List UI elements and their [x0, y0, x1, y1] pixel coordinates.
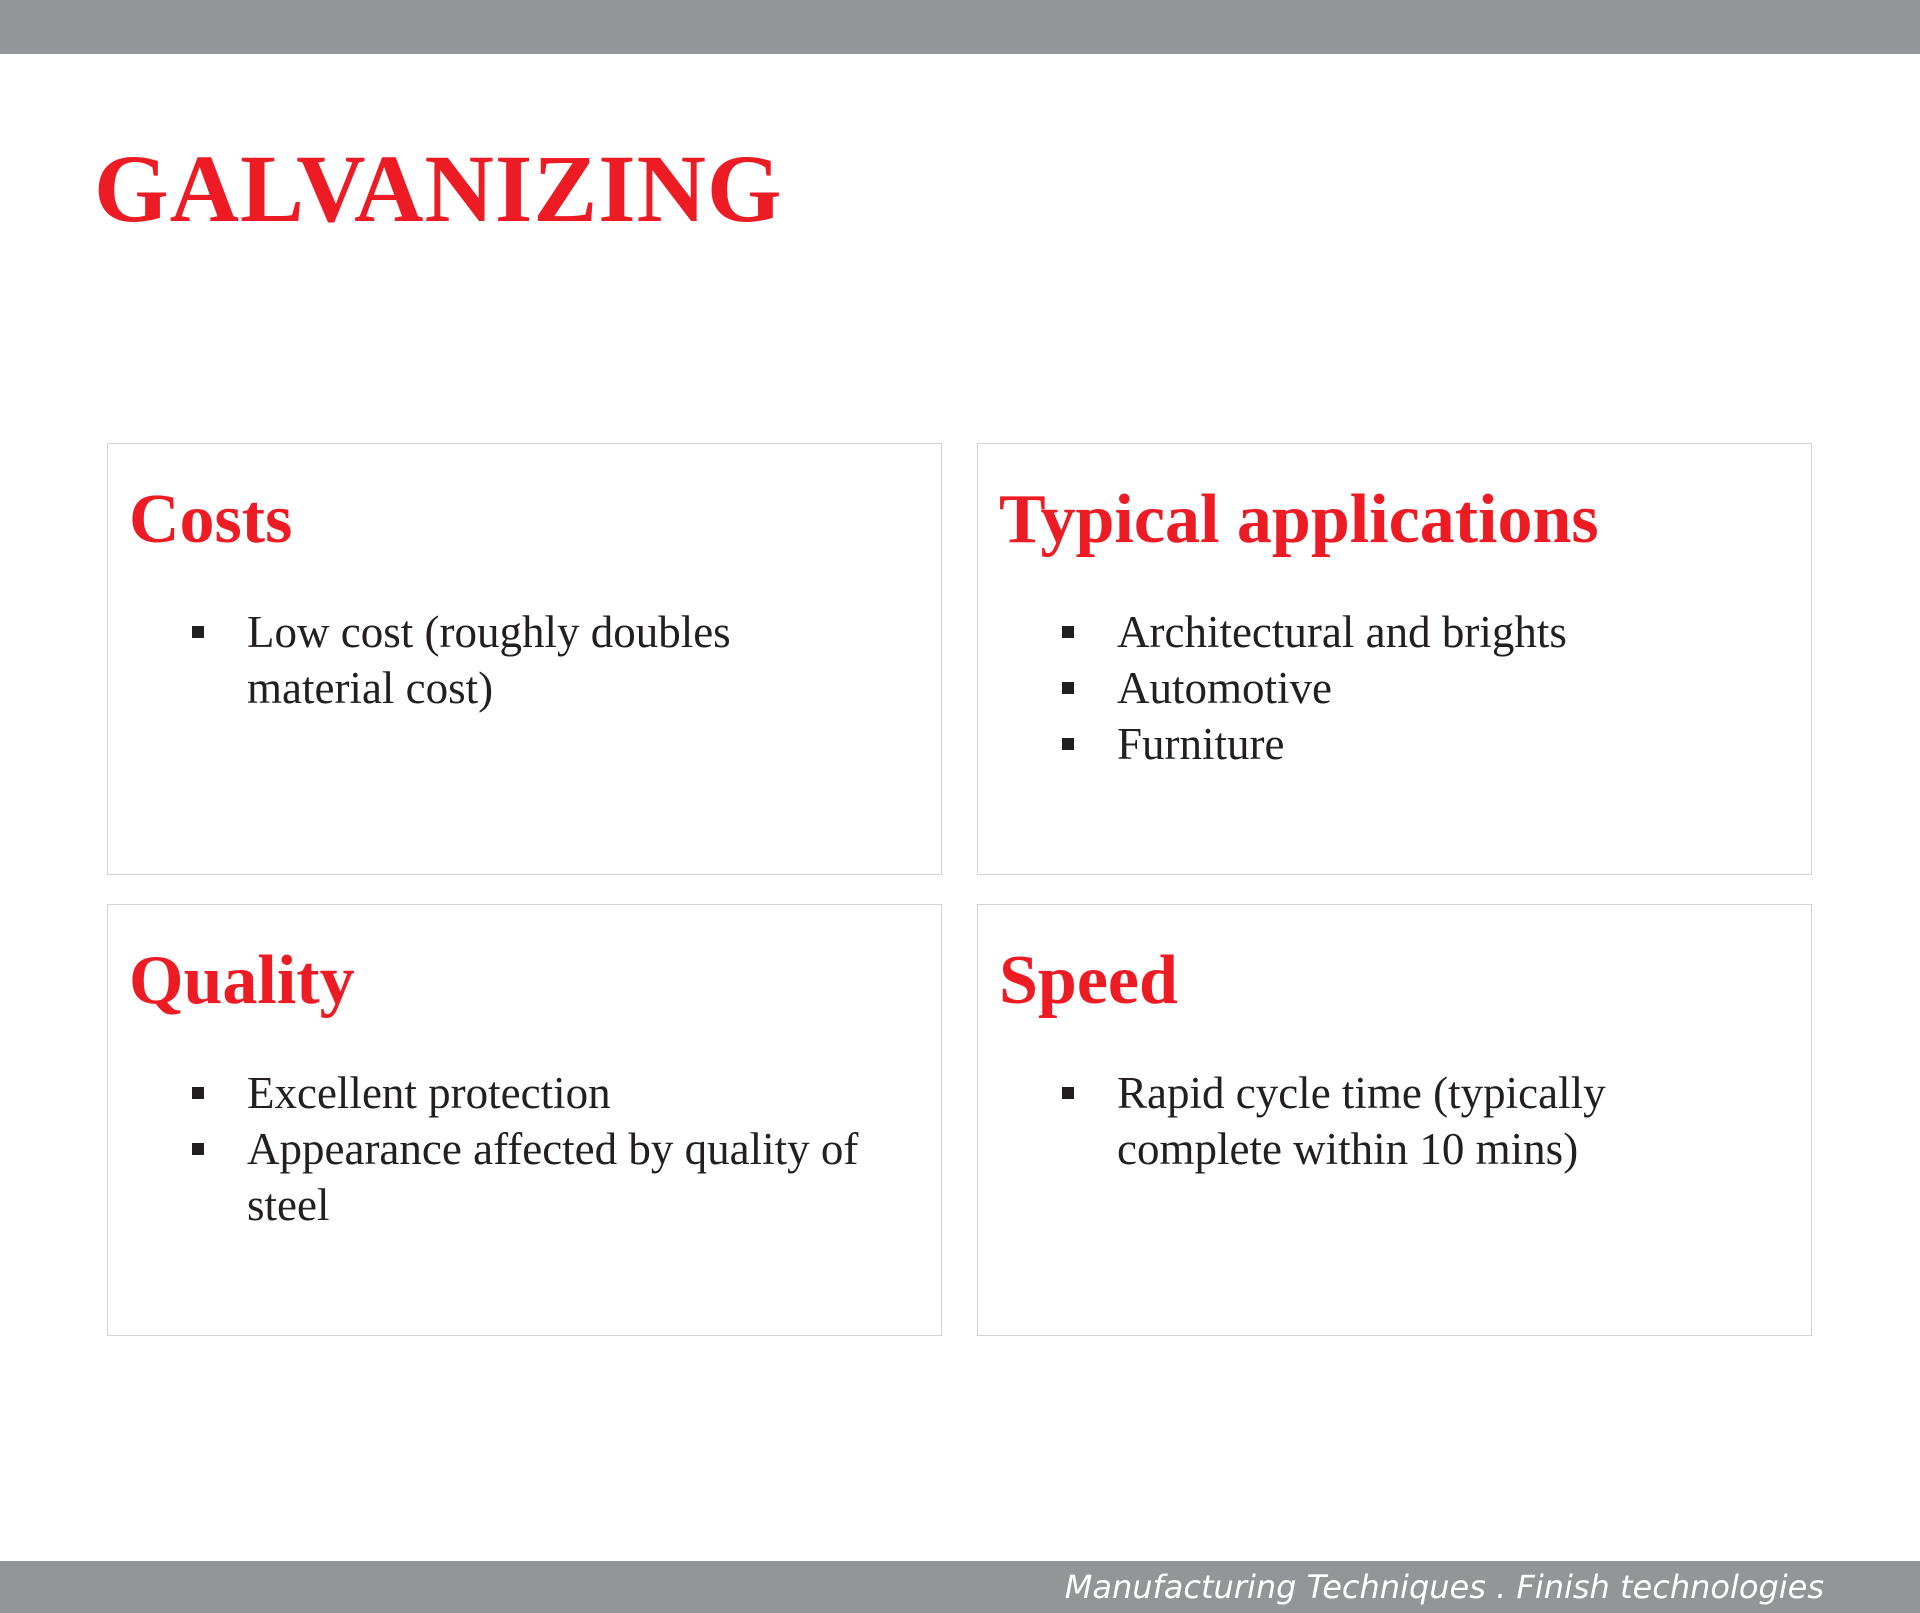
square-bullet-icon	[1062, 1087, 1074, 1099]
bullet-text: Rapid cycle time (typically complete within 10 mins)	[1117, 1068, 1606, 1174]
square-bullet-icon	[1062, 738, 1074, 750]
list-item	[1062, 716, 1742, 772]
quality-bullet-list	[192, 1065, 872, 1233]
list-item	[1062, 604, 1742, 660]
bottom-bar	[0, 1561, 1920, 1613]
typical-applications-card	[977, 443, 1812, 875]
quality-card	[107, 904, 942, 1336]
speed-card-title: Speed	[999, 942, 1178, 1019]
square-bullet-icon	[192, 1087, 204, 1099]
costs-bullet-list	[192, 604, 752, 716]
bullet-text: Low cost (roughly doubles material cost)	[247, 607, 731, 713]
square-bullet-icon	[1062, 682, 1074, 694]
quality-card-title: Quality	[129, 942, 355, 1019]
bullet-text: Architectural and brights	[1117, 607, 1567, 657]
speed-bullet-list	[1062, 1065, 1622, 1177]
list-item	[192, 604, 752, 716]
square-bullet-icon	[1062, 626, 1074, 638]
list-item	[192, 1065, 872, 1121]
square-bullet-icon	[192, 1143, 204, 1155]
bullet-text: Furniture	[1117, 719, 1285, 769]
footer-caption: Manufacturing Techniques . Finish technologies	[1064, 1568, 1824, 1606]
costs-card	[107, 443, 942, 875]
bullet-text: Automotive	[1117, 663, 1332, 713]
slide-title: GALVANIZING	[94, 135, 783, 242]
bullet-text: Excellent protection	[247, 1068, 611, 1118]
list-item	[192, 1121, 872, 1233]
costs-card-title: Costs	[129, 481, 293, 558]
typical-applications-bullet-list	[1062, 604, 1742, 772]
typical-applications-card-title: Typical applications	[999, 481, 1599, 558]
bullet-text: Appearance affected by quality of steel	[247, 1124, 859, 1230]
speed-card	[977, 904, 1812, 1336]
square-bullet-icon	[192, 626, 204, 638]
list-item	[1062, 1065, 1622, 1177]
list-item	[1062, 660, 1742, 716]
top-bar	[0, 0, 1920, 54]
